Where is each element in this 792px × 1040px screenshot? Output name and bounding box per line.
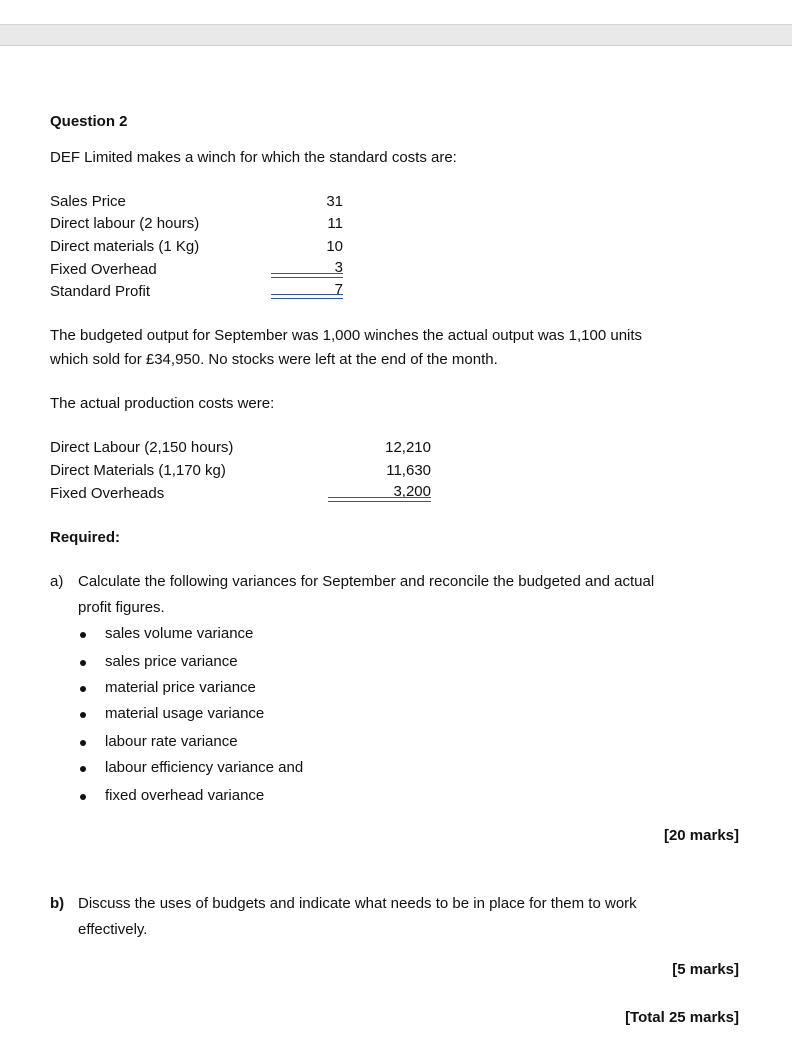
budget-text-line: The budgeted output for September was 1,000 winches the actual output was 1,100 units xyxy=(50,327,643,344)
part-a-text: profit figures. xyxy=(78,599,165,616)
bullet-item: fixed overhead variance xyxy=(105,787,265,804)
standard-cost-label: Fixed Overhead xyxy=(50,261,157,278)
intro-text: DEF Limited makes a winch for which the standard costs are: xyxy=(50,149,457,166)
actual-cost-value: 12,210 xyxy=(385,439,431,456)
budget-text-line: which sold for £34,950. No stocks were left at the end of the month. xyxy=(50,351,498,368)
double-underline xyxy=(271,273,343,274)
actual-cost-label: Direct Materials (1,170 kg) xyxy=(50,462,226,479)
standard-cost-value: 10 xyxy=(326,238,343,255)
double-underline xyxy=(328,501,431,502)
actual-cost-value: 3,200 xyxy=(393,483,431,500)
standard-cost-label: Direct materials (1 Kg) xyxy=(50,238,200,255)
part-b-marks: [5 marks] xyxy=(672,961,739,978)
question-title: Question 2 xyxy=(50,113,128,130)
part-b-text: Discuss the uses of budgets and indicate what needs to be in place for them to work xyxy=(78,895,637,912)
actual-cost-label: Fixed Overheads xyxy=(50,485,165,502)
standard-cost-value: 3 xyxy=(334,259,343,276)
part-a-marks: [20 marks] xyxy=(663,827,739,844)
bullet-item: sales price variance xyxy=(105,653,238,670)
double-underline xyxy=(271,294,343,295)
standard-cost-value: 7 xyxy=(334,281,343,298)
actual-cost-label: Direct Labour (2,150 hours) xyxy=(50,439,234,456)
document-top-bar xyxy=(0,24,792,46)
standard-cost-label: Sales Price xyxy=(50,193,126,210)
part-b-text: effectively. xyxy=(78,921,148,938)
double-underline xyxy=(271,277,343,278)
actual-costs-heading: The actual production costs were: xyxy=(50,395,275,412)
total-marks: [Total 25 marks] xyxy=(625,1009,739,1026)
part-b-label: b) xyxy=(50,895,65,912)
bullet-item: labour efficiency variance and xyxy=(105,759,304,776)
double-underline xyxy=(328,497,431,498)
standard-cost-label: Standard Profit xyxy=(50,283,151,300)
standard-cost-value: 11 xyxy=(327,215,343,232)
part-a-text: Calculate the following variances for September and reconcile the budgeted and actual xyxy=(78,573,655,590)
standard-cost-label: Direct labour (2 hours) xyxy=(50,215,200,232)
part-a-label: a) xyxy=(50,573,64,590)
required-label: Required: xyxy=(50,529,121,546)
actual-cost-value: 11,630 xyxy=(386,462,431,479)
bullet-item: sales volume variance xyxy=(105,625,254,642)
bullet-item: labour rate variance xyxy=(105,733,238,750)
standard-cost-value: 31 xyxy=(326,193,343,210)
bullet-item: material usage variance xyxy=(105,705,265,722)
double-underline xyxy=(271,298,343,299)
bullet-item: material price variance xyxy=(105,679,256,696)
